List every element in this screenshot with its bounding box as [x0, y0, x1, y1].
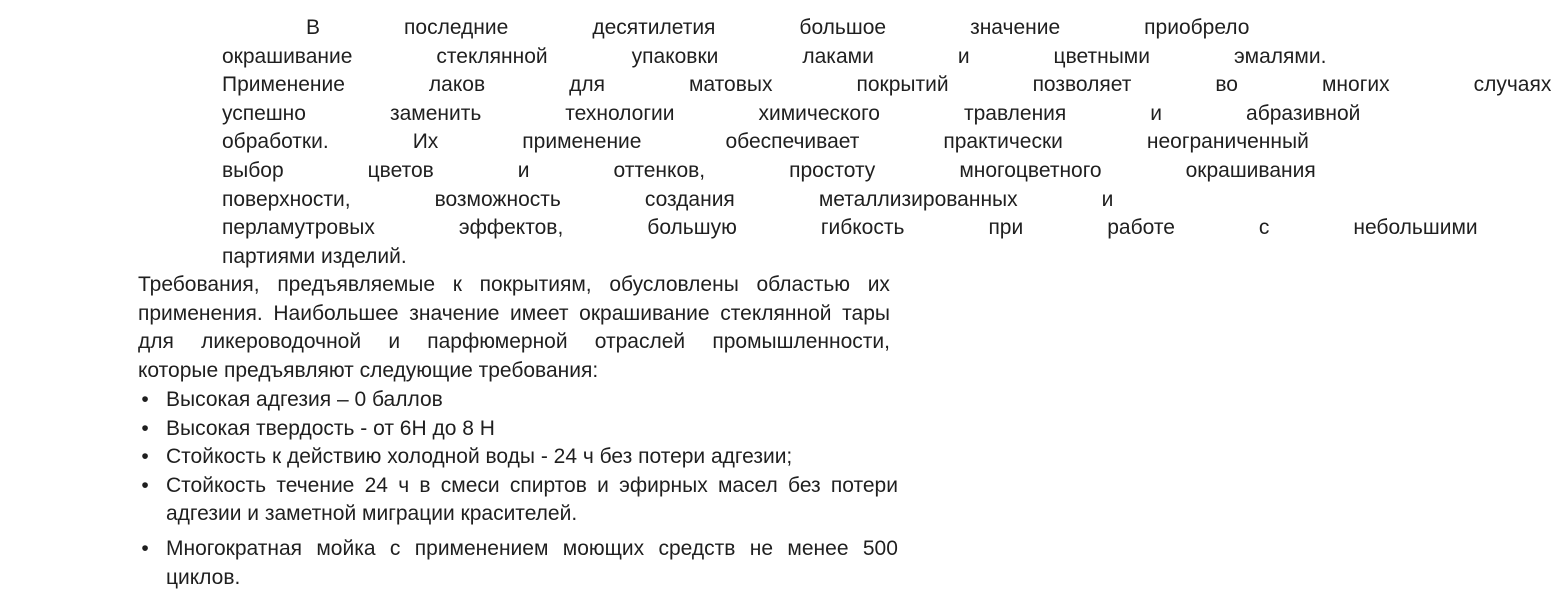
word: покрытий	[856, 73, 949, 97]
word: значение	[409, 301, 500, 325]
word: обеспечивает	[725, 130, 860, 154]
word: заменить	[389, 101, 482, 125]
list-item	[138, 472, 898, 529]
word: и	[517, 158, 530, 182]
word: эффектов,	[458, 216, 564, 240]
word: смеси	[440, 473, 500, 497]
word: абразивной	[1246, 101, 1361, 125]
word: с	[1258, 216, 1270, 240]
word: оттенков,	[613, 158, 706, 182]
paragraph-line	[138, 128, 1309, 157]
paragraph-line	[138, 157, 1316, 186]
word: при	[988, 216, 1024, 240]
word: десятилетия	[592, 16, 716, 39]
word: многих	[1321, 73, 1390, 97]
word: работе	[1107, 216, 1175, 240]
word: мойка	[316, 536, 376, 560]
word: моющих	[562, 536, 645, 560]
word: эфирных	[619, 473, 708, 497]
word: для	[138, 330, 174, 354]
word: парфюмерной	[427, 330, 568, 354]
word: случаях	[1473, 73, 1551, 97]
word: значение	[970, 16, 1061, 39]
word: практически	[943, 130, 1063, 154]
word: стеклянной	[720, 301, 832, 325]
paragraph-line	[138, 271, 890, 300]
word: эмалями.	[1233, 44, 1327, 68]
word: и	[1150, 101, 1163, 125]
word: средств	[658, 536, 736, 560]
word: предъявляемые	[277, 273, 436, 296]
word: позволяет	[1032, 73, 1132, 97]
word: областью	[756, 273, 851, 296]
word: течение	[276, 473, 355, 497]
list-item	[138, 415, 898, 444]
list-item	[138, 386, 898, 415]
word: упаковки	[631, 44, 719, 68]
word: Требования,	[138, 273, 260, 296]
word: травления	[963, 101, 1067, 125]
word: лаков	[428, 73, 486, 97]
word: ч	[398, 473, 410, 497]
word: обусловлены	[609, 273, 739, 296]
word: обработки.	[222, 130, 329, 154]
list-item-text	[166, 472, 898, 501]
bullet-icon: •	[141, 473, 149, 497]
word: лаками	[802, 44, 874, 68]
word: масел	[717, 473, 778, 497]
word: менее	[787, 536, 849, 560]
word: не	[749, 536, 774, 560]
word: успешно	[222, 101, 306, 125]
word: небольшими	[1353, 216, 1478, 240]
word: применение	[522, 130, 642, 154]
word: покрытиям,	[479, 273, 592, 296]
paragraph-line	[138, 186, 1114, 215]
word: промышленности,	[712, 330, 890, 354]
word: создания	[644, 187, 735, 211]
paragraph-line	[138, 100, 1361, 129]
word: возможность	[434, 187, 561, 211]
word: цветными	[1053, 44, 1150, 68]
requirements-list	[138, 386, 898, 592]
bullet-icon: •	[141, 445, 149, 469]
paragraph-line	[138, 243, 890, 272]
paragraph-line	[138, 71, 1551, 100]
word: спиртов	[509, 473, 587, 497]
word: тары	[842, 301, 890, 325]
word: с	[389, 536, 401, 560]
word: Наибольшее	[273, 301, 399, 325]
word: применения.	[138, 301, 263, 325]
word: неограниченный	[1146, 130, 1309, 154]
word: и	[1101, 187, 1114, 211]
word: 24	[364, 473, 388, 497]
list-item-text: Стойкость к действию холодной воды - 24 ч без потери адгезии;	[166, 445, 793, 469]
word: ликероводочной	[201, 330, 362, 354]
paragraph-line	[138, 214, 1478, 243]
word: их	[867, 273, 890, 296]
word: цветов	[367, 158, 434, 182]
list-item-text: Высокая адгезия – 0 баллов	[166, 388, 443, 411]
paragraph-line	[138, 357, 890, 386]
list-item-line: циклов.	[166, 565, 241, 589]
list-item-text	[166, 535, 898, 564]
word: стеклянной	[436, 44, 548, 68]
word: гибкость	[820, 216, 905, 240]
word: химического	[758, 101, 880, 125]
word: отраслей	[594, 330, 686, 354]
line-text: которые предъявляют следующие требования:	[138, 358, 599, 382]
bullet-icon: •	[141, 416, 149, 440]
word: окрашивание	[579, 301, 710, 325]
word: во	[1215, 73, 1238, 97]
word: технологии	[565, 101, 675, 125]
paragraph-intro	[138, 14, 1551, 271]
paragraph-requirements	[138, 271, 890, 385]
list-item-line: адгезии и заметной миграции красителей.	[166, 502, 578, 526]
word: к	[452, 273, 462, 296]
paragraph-line	[138, 328, 890, 357]
line-text: партиями изделий.	[222, 244, 407, 268]
bullet-icon: •	[141, 536, 149, 560]
bullet-icon: •	[141, 388, 149, 411]
paragraph-line	[138, 14, 1250, 43]
word: применением	[414, 536, 549, 560]
word: 500	[862, 536, 898, 560]
word: приобрело	[1144, 16, 1250, 39]
word: для	[569, 73, 605, 97]
list-item	[138, 443, 898, 472]
word: последние	[404, 16, 509, 39]
paragraph-line	[138, 300, 890, 329]
word: потери	[830, 473, 898, 497]
word: Применение	[222, 73, 345, 97]
word: окрашивания	[1185, 158, 1316, 182]
word: и	[957, 44, 970, 68]
word: без	[788, 473, 821, 497]
word: металлизированных	[818, 187, 1018, 211]
list-item-text: Высокая твердость - от 6Н до 8 Н	[166, 416, 495, 440]
word: многоцветного	[959, 158, 1102, 182]
word: в	[419, 473, 431, 497]
word: Стойкость	[166, 473, 267, 497]
word: Их	[412, 130, 439, 154]
word: поверхности,	[222, 187, 351, 211]
paragraph-line	[138, 43, 1327, 72]
list-item	[138, 535, 898, 592]
word: имеет	[510, 301, 569, 325]
word: перламутровых	[222, 216, 375, 240]
word: Многократная	[166, 536, 302, 560]
word: большое	[799, 16, 887, 39]
word: простоту	[789, 158, 876, 182]
word: В	[306, 16, 321, 39]
word: и	[597, 473, 609, 497]
word: матовых	[689, 73, 773, 97]
word: большую	[647, 216, 737, 240]
word: и	[388, 330, 401, 354]
word: выбор	[222, 158, 284, 182]
word: окрашивание	[222, 44, 353, 68]
